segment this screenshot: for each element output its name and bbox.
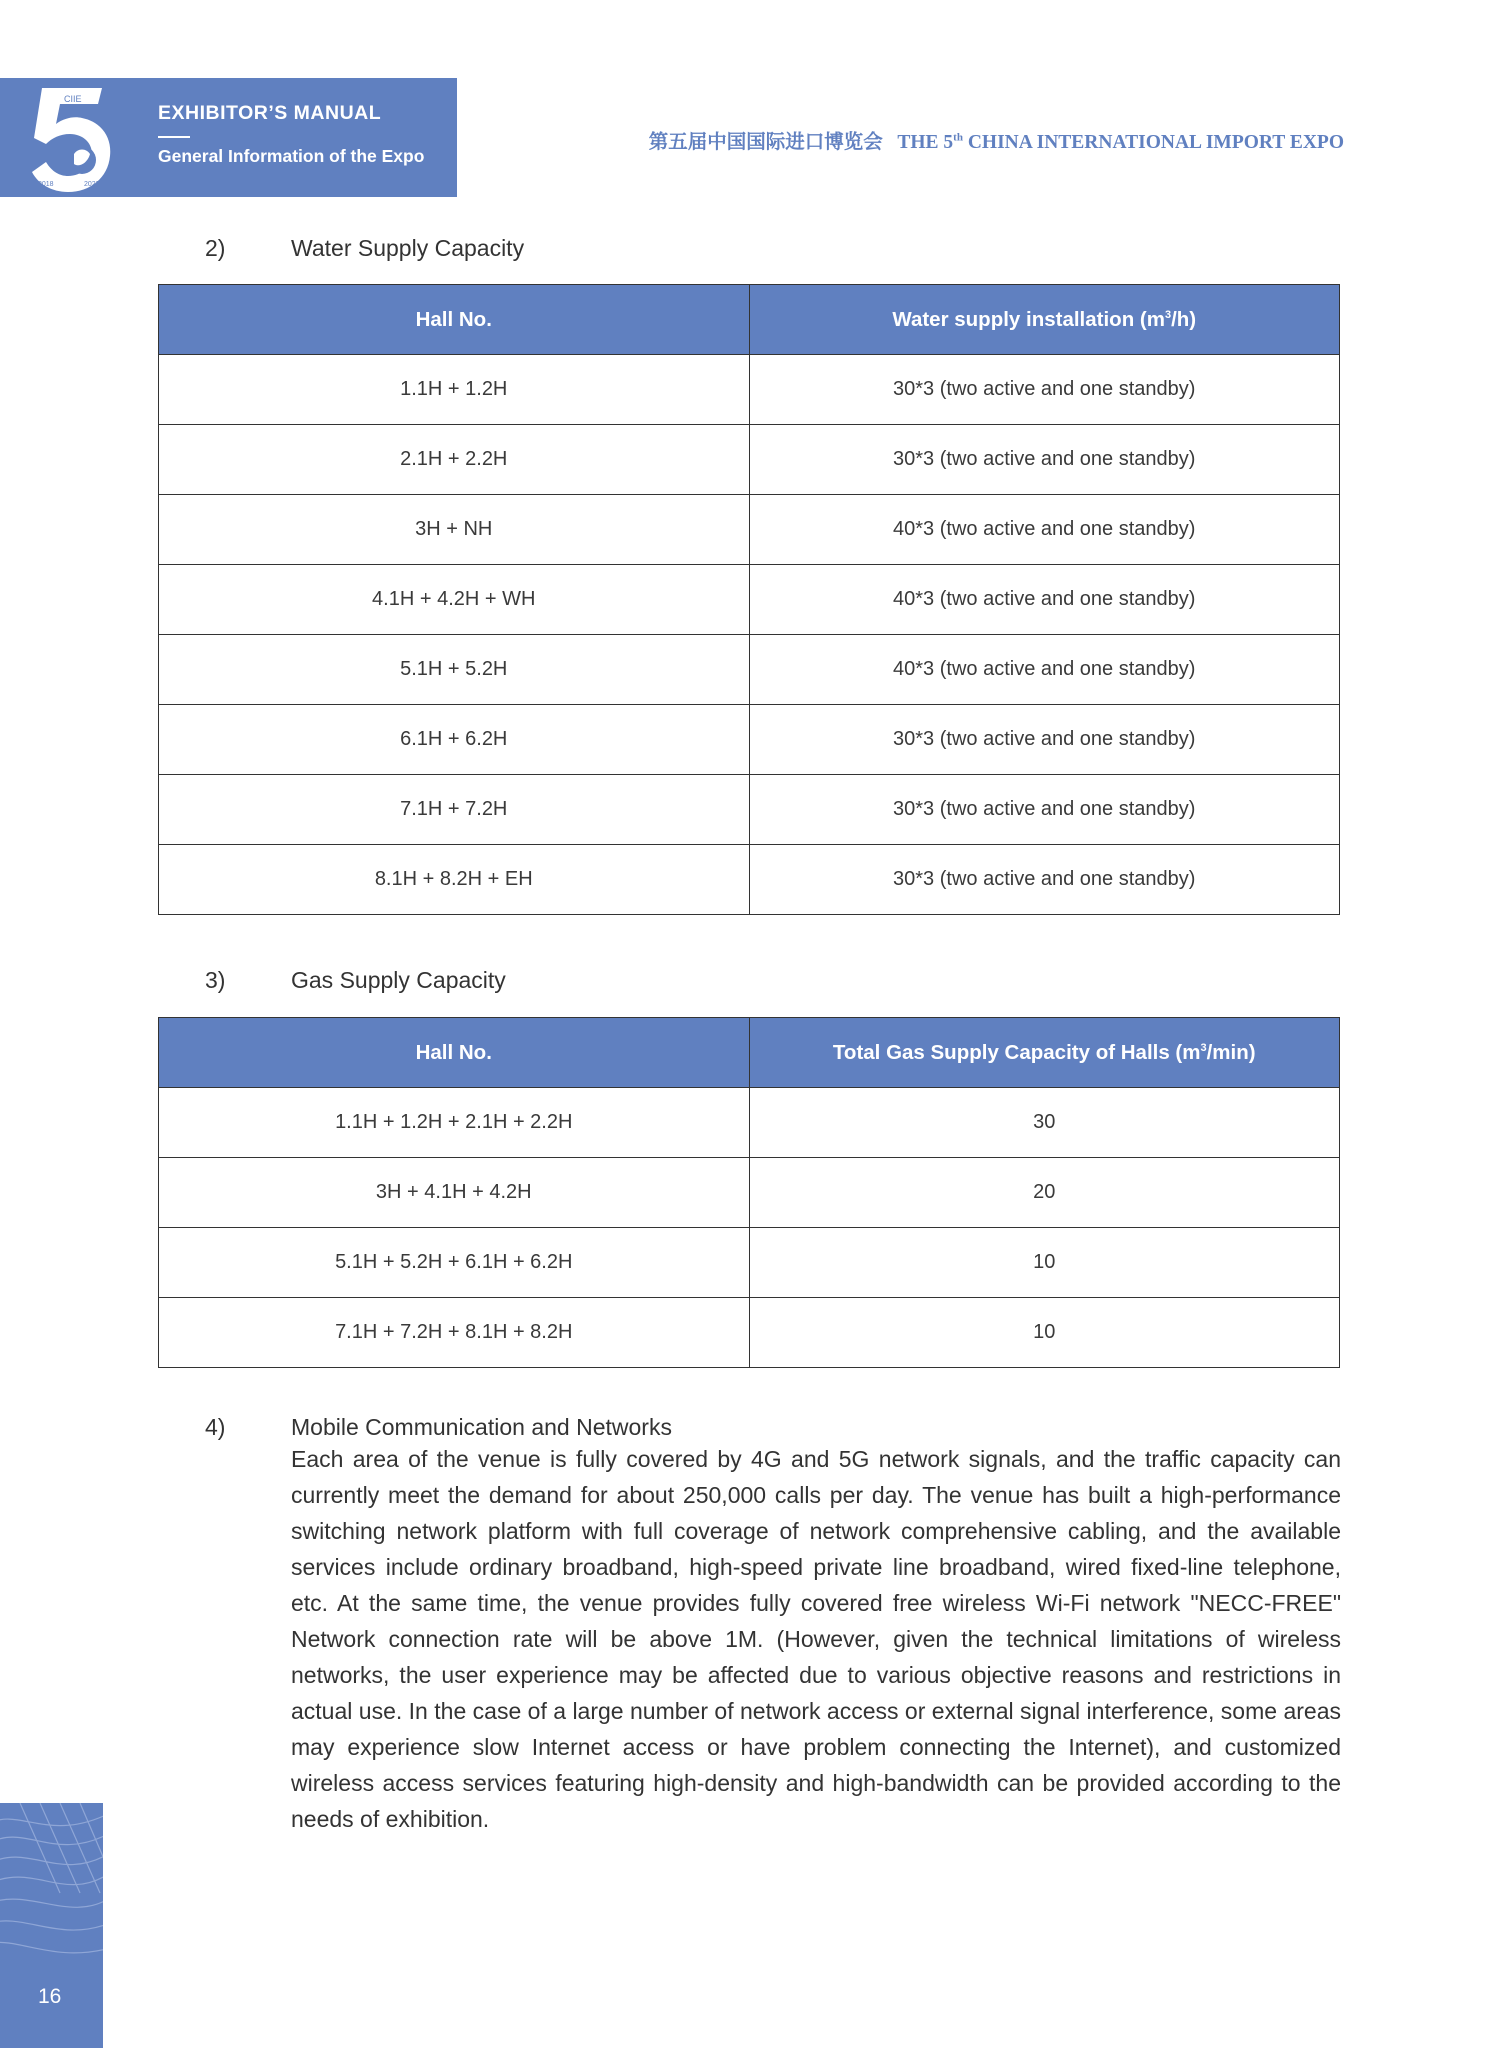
logo-year-start: 2018: [38, 181, 54, 188]
table-row: [159, 1158, 1340, 1228]
hall-cell: 1.1H + 1.2H + 2.1H + 2.2H: [159, 1088, 750, 1158]
value-cell: 10: [749, 1228, 1340, 1298]
table-row: [159, 705, 1340, 775]
table-row: [159, 425, 1340, 495]
value-cell: 30*3 (two active and one standby): [749, 775, 1340, 845]
table-header-row: [159, 285, 1340, 355]
value-cell: 10: [749, 1298, 1340, 1368]
value-cell: 30*3 (two active and one standby): [749, 845, 1340, 915]
water-section-number: 2): [205, 235, 226, 261]
gas-section-title: Gas Supply Capacity: [291, 967, 506, 993]
table-row: [159, 355, 1340, 425]
water-supply-table: [158, 284, 1340, 915]
hall-cell: 5.1H + 5.2H + 6.1H + 6.2H: [159, 1228, 750, 1298]
table-row: [159, 1088, 1340, 1158]
expo-title: [649, 126, 1344, 154]
mobile-section-paragraph: Each area of the venue is fully covered by 4G and 5G network signals, and the traffic capacity can currently meet the demand for about 250,000 calls per day. The venue has built a high-performance switching network platform with full coverage of network comprehensive cabling, and the available services include ordinary broadband, high-speed private line broadband, wired fixed-line telephone, etc. At the same time, the venue provides fully covered free wireless Wi-Fi network "NECC-FREE" Network connection rate will be above 1M. (However, given the technical limitations of wireless networks, the user experience may be affected due to various objective reasons and restrictions in actual use. In the case of a large number of network access or external signal interference, some areas may experience slow Internet access or have problem connecting the Internet), and customized wireless access services featuring high-density and high-bandwidth can be provided according to the needs of exhibition.: [291, 1446, 1341, 1832]
hall-cell: 1.1H + 1.2H: [159, 355, 750, 425]
table-row: [159, 1228, 1340, 1298]
value-cell: 40*3 (two active and one standby): [749, 565, 1340, 635]
expo-title-en-prefix: THE 5: [897, 132, 954, 153]
manual-title: EXHIBITOR’S MANUAL: [158, 102, 382, 124]
expo-title-en-sup: th: [953, 131, 963, 144]
water-col-hall: Hall No.: [159, 285, 750, 355]
gas-col-capacity: Total Gas Supply Capacity of Halls $(m^3/\min)$: [749, 1018, 1340, 1088]
header-band: [0, 78, 457, 197]
mobile-section-number: 4): [205, 1414, 226, 1440]
table-row: [159, 775, 1340, 845]
hall-cell: 6.1H + 6.2H: [159, 705, 750, 775]
table-row: [159, 845, 1340, 915]
hall-cell: 4.1H + 4.2H + WH: [159, 565, 750, 635]
ciie-5-logo-icon: [28, 84, 114, 194]
hall-cell: 3H + NH: [159, 495, 750, 565]
hall-cell: 7.1H + 7.2H: [159, 775, 750, 845]
hall-cell: 5.1H + 5.2H: [159, 635, 750, 705]
hall-cell: 2.1H + 2.2H: [159, 425, 750, 495]
table-row: [159, 495, 1340, 565]
water-col-installation: Water supply installation $(m^3/h)$: [749, 285, 1340, 355]
value-cell: 30: [749, 1088, 1340, 1158]
hall-cell: 8.1H + 8.2H + EH: [159, 845, 750, 915]
table-header-row: [159, 1018, 1340, 1088]
logo-lettering: CIIE: [64, 94, 82, 104]
table-row: [159, 565, 1340, 635]
expo-title-en-suffix: CHINA INTERNATIONAL IMPORT EXPO: [962, 132, 1344, 153]
mobile-section: [205, 1414, 1341, 1837]
manual-title-rule: [158, 136, 190, 138]
value-cell: 40*3 (two active and one standby): [749, 635, 1340, 705]
manual-subtitle: General Information of the Expo: [158, 146, 425, 166]
footer-side-strip: [0, 1803, 103, 2048]
wave-pattern-icon: [0, 1803, 103, 2048]
gas-section-number: 3): [205, 967, 226, 993]
table-row: [159, 635, 1340, 705]
value-cell: 30*3 (two active and one standby): [749, 425, 1340, 495]
value-cell: 30*3 (two active and one standby): [749, 355, 1340, 425]
mobile-section-title: Mobile Communication and Networks: [291, 1414, 672, 1440]
hall-cell: 3H + 4.1H + 4.2H: [159, 1158, 750, 1228]
table-row: [159, 1298, 1340, 1368]
water-section-heading: [205, 235, 524, 262]
value-cell: 30*3 (two active and one standby): [749, 705, 1340, 775]
water-section-title: Water Supply Capacity: [291, 235, 525, 261]
gas-col-hall: Hall No.: [159, 1018, 750, 1088]
expo-title-cn: 第五届中国国际进口博览会: [648, 132, 883, 153]
hall-cell: 7.1H + 7.2H + 8.1H + 8.2H: [159, 1298, 750, 1368]
page-number: 16: [38, 1985, 62, 2008]
gas-section-heading: [205, 967, 506, 994]
logo-year-end: 2022: [84, 181, 100, 188]
mobile-section-heading: [205, 1414, 1341, 1441]
value-cell: 40*3 (two active and one standby): [749, 495, 1340, 565]
value-cell: 20: [749, 1158, 1340, 1228]
gas-supply-table: [158, 1017, 1340, 1368]
